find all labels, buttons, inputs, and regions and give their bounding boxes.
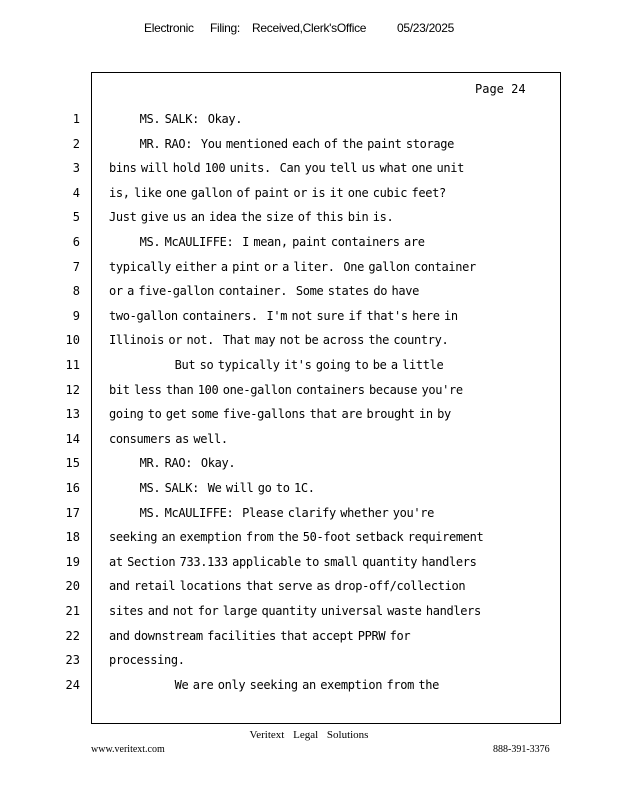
line-number: 8 [72, 284, 80, 299]
line-text: two-gallon containers. I'm not sure if that's here in [109, 308, 458, 323]
line-text: MS. McAULIFFE: I mean, paint containers are [109, 235, 425, 249]
line-number: 1 [72, 112, 80, 126]
line-text: bins will hold 100 units. Can you tell us what one unit [109, 161, 464, 176]
line-number: 22 [65, 628, 80, 643]
transcript-line [0, 554, 618, 578]
transcript-line [0, 677, 618, 701]
transcript-line [0, 406, 618, 430]
line-number: 11 [65, 358, 80, 372]
line-text: seeking an exemption from the 50-foot setback requirement [109, 530, 484, 545]
line-number: 3 [72, 161, 80, 176]
transcript-line [0, 283, 618, 307]
footer-phone: 888-391-3376 [493, 744, 550, 755]
line-text: MS. SALK: Okay. [109, 112, 243, 126]
line-number: 15 [65, 456, 80, 471]
line-number: 6 [72, 235, 80, 249]
transcript-line [0, 578, 618, 602]
line-number: 13 [65, 407, 80, 422]
transcript-line [0, 259, 618, 283]
transcript-line [0, 628, 618, 652]
line-number: 14 [65, 431, 80, 446]
transcript-line [0, 185, 618, 209]
line-number: 23 [65, 653, 80, 668]
line-text: We are only seeking an exemption from the [109, 677, 439, 692]
line-number: 12 [65, 382, 80, 397]
line-text: typically either a pint or a liter. One gallon container [109, 259, 476, 274]
transcript-line [0, 136, 618, 160]
line-text: and downstream facilities that accept PPRW for [109, 628, 411, 643]
line-text: consumers as well. [109, 431, 228, 446]
line-text: MR. RAO: You mentioned each of the paint storage [109, 136, 454, 151]
line-number: 17 [65, 505, 80, 520]
line-text: MS. SALK: We will go to 1C. [109, 481, 315, 495]
page-number: Page 24 [475, 82, 526, 96]
transcript-line [0, 332, 618, 356]
transcript-line [0, 308, 618, 332]
line-number: 2 [72, 136, 80, 151]
line-text: MS. McAULIFFE: Please clarify whether you're [109, 505, 434, 520]
line-number: 18 [65, 530, 80, 545]
line-text: But so typically it's going to be a little [109, 358, 444, 372]
line-text: going to get some five-gallons that are brought in by [109, 407, 451, 422]
transcript-line [0, 455, 618, 479]
transcript-line [0, 431, 618, 455]
line-text: or a five-gallon container. Some states do have [109, 284, 419, 299]
line-text: processing. [109, 653, 185, 668]
line-number: 9 [72, 308, 80, 323]
filing-header-electronic: Electronic [144, 21, 194, 35]
filing-stamp-header [0, 21, 618, 37]
line-number: 7 [72, 259, 80, 274]
transcript-line [0, 111, 618, 135]
footer-website: www.veritext.com [91, 744, 165, 755]
line-text: MR. RAO: Okay. [109, 456, 236, 471]
line-number: 19 [65, 554, 80, 569]
line-text: and retail locations that serve as drop-off/collection [109, 579, 466, 594]
footer-brand: Veritext Legal Solutions [249, 729, 369, 741]
transcript-line [0, 652, 618, 676]
transcript-line [0, 234, 618, 258]
line-number: 21 [65, 604, 80, 618]
transcript-line [0, 160, 618, 184]
line-text: Illinois or not. That may not be across the country. [109, 333, 449, 348]
filing-header-received: Received,Clerk'sOffice [252, 21, 367, 35]
line-number: 24 [65, 677, 80, 692]
transcript-line [0, 382, 618, 406]
transcript-line [0, 480, 618, 504]
filing-header-date: 05/23/2025 [397, 21, 455, 35]
transcript-line [0, 529, 618, 553]
transcript-line [0, 603, 618, 627]
line-text: Just give us an idea the size of this bin is. [109, 210, 394, 225]
line-text: bit less than 100 one-gallon containers because you're [109, 382, 463, 397]
transcript-line [0, 357, 618, 381]
line-text: at Section 733.133 applicable to small quantity handlers [109, 554, 477, 569]
transcript-line [0, 505, 618, 529]
line-number: 5 [72, 210, 80, 225]
line-number: 20 [65, 579, 80, 594]
line-number: 4 [72, 185, 80, 200]
line-text: sites and not for large quantity universal waste handlers [109, 604, 481, 618]
line-text: is, like one gallon of paint or is it one cubic feet? [109, 185, 446, 200]
line-number: 16 [65, 481, 80, 495]
transcript-line [0, 209, 618, 233]
line-number: 10 [65, 333, 80, 348]
filing-header-filing: Filing: [210, 21, 240, 35]
